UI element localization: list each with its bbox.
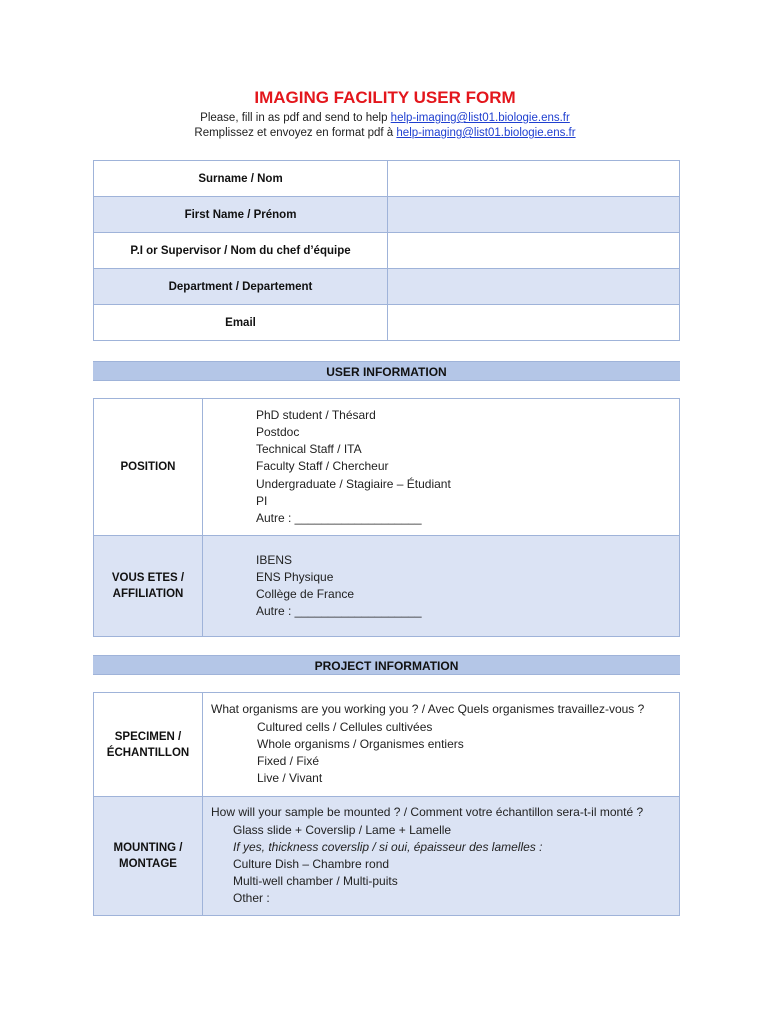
user-information-heading: USER INFORMATION [93, 361, 680, 381]
email-label: Email [94, 305, 388, 341]
affiliation-label-line1: VOUS ETES / [111, 572, 185, 584]
specimen-label [94, 693, 203, 797]
affiliation-row [94, 536, 680, 637]
position-option[interactable]: Technical Staff / ITA [256, 442, 362, 457]
mounting-options [203, 797, 680, 916]
instructions-fr-text: Remplissez et envoyez en format pdf à [194, 127, 397, 139]
affiliation-option[interactable]: Collège de France [256, 587, 355, 601]
affiliation-option-other[interactable]: Autre : ___________________ [256, 604, 422, 619]
mounting-label [94, 797, 203, 916]
help-email-link-fr[interactable]: help-imaging@list01.biologie.ens.fr [396, 127, 576, 139]
form-title: IMAGING FACILITY USER FORM [254, 88, 516, 107]
position-label: POSITION [94, 399, 203, 536]
position-option[interactable]: PhD student / Thésard [256, 407, 376, 422]
firstname-field[interactable] [388, 197, 680, 233]
position-option[interactable]: PI [256, 493, 268, 508]
position-option[interactable]: Undergraduate / Stagiaire – Étudiant [256, 476, 451, 491]
mounting-option-other[interactable]: Other : [233, 891, 270, 906]
specimen-options [203, 693, 680, 797]
identity-row-department [94, 269, 680, 305]
identity-row-firstname [94, 197, 680, 233]
position-option-other[interactable]: Autre : ___________________ [256, 511, 422, 525]
mounting-option-multiwell[interactable]: Multi-well chamber / Multi-puits [233, 874, 398, 889]
mounting-question: How will your sample be mounted ? / Comment votre échantillon sera-t-il monté ? [211, 805, 644, 820]
specimen-option[interactable]: Cultured cells / Cellules cultivées [257, 719, 433, 734]
identity-row-supervisor [94, 233, 680, 269]
identity-row-surname [94, 161, 680, 197]
firstname-label: First Name / Prénom [94, 197, 388, 233]
surname-field[interactable] [388, 161, 680, 197]
supervisor-label: P.I or Supervisor / Nom du chef d’équipe [94, 233, 388, 269]
department-field[interactable] [388, 269, 680, 305]
department-label: Department / Departement [94, 269, 388, 305]
position-option[interactable]: Postdoc [256, 424, 300, 439]
mounting-row [94, 797, 680, 916]
specimen-row [94, 693, 680, 797]
identity-row-email [94, 305, 680, 341]
supervisor-field[interactable] [388, 233, 680, 269]
surname-label: Surname / Nom [94, 161, 388, 197]
project-information-heading: PROJECT INFORMATION [93, 655, 680, 675]
instructions-fr [0, 127, 770, 139]
specimen-question: What organisms are you working you ? / Avec Quels organismes travaillez-vous ? [211, 702, 645, 717]
specimen-label-line2: ÉCHANTILLON [106, 746, 190, 759]
position-options [203, 399, 680, 536]
user-information-table [93, 398, 680, 637]
specimen-option[interactable]: Live / Vivant [257, 771, 323, 786]
mounting-option-glass-slide[interactable]: Glass slide + Coverslip / Lame + Lamelle [233, 822, 452, 837]
specimen-label-line1: SPECIMEN / [114, 730, 182, 743]
instructions-en [0, 112, 770, 124]
mounting-label-line2: MONTAGE [119, 858, 177, 870]
affiliation-option[interactable]: IBENS [256, 552, 293, 567]
affiliation-label [94, 536, 203, 637]
affiliation-label-line2: AFFILIATION [112, 588, 184, 600]
position-row [94, 399, 680, 536]
specimen-option[interactable]: Whole organisms / Organismes entiers [257, 736, 464, 751]
position-option[interactable]: Faculty Staff / Chercheur [256, 459, 389, 474]
instructions-en-text: Please, fill in as pdf and send to help [200, 112, 391, 124]
mounting-label-line1: MOUNTING / [113, 842, 183, 854]
project-information-table [93, 692, 680, 916]
mounting-option-culture-dish[interactable]: Culture Dish – Chambre rond [233, 857, 390, 871]
coverslip-thickness-field[interactable]: If yes, thickness coverslip / si oui, épaisseur des lamelles : [233, 839, 543, 854]
affiliation-options [203, 536, 680, 637]
help-email-link-en[interactable]: help-imaging@list01.biologie.ens.fr [390, 112, 570, 124]
specimen-option[interactable]: Fixed / Fixé [257, 754, 320, 769]
identity-table [93, 160, 680, 341]
affiliation-option[interactable]: ENS Physique [256, 569, 334, 584]
email-field[interactable] [388, 305, 680, 341]
